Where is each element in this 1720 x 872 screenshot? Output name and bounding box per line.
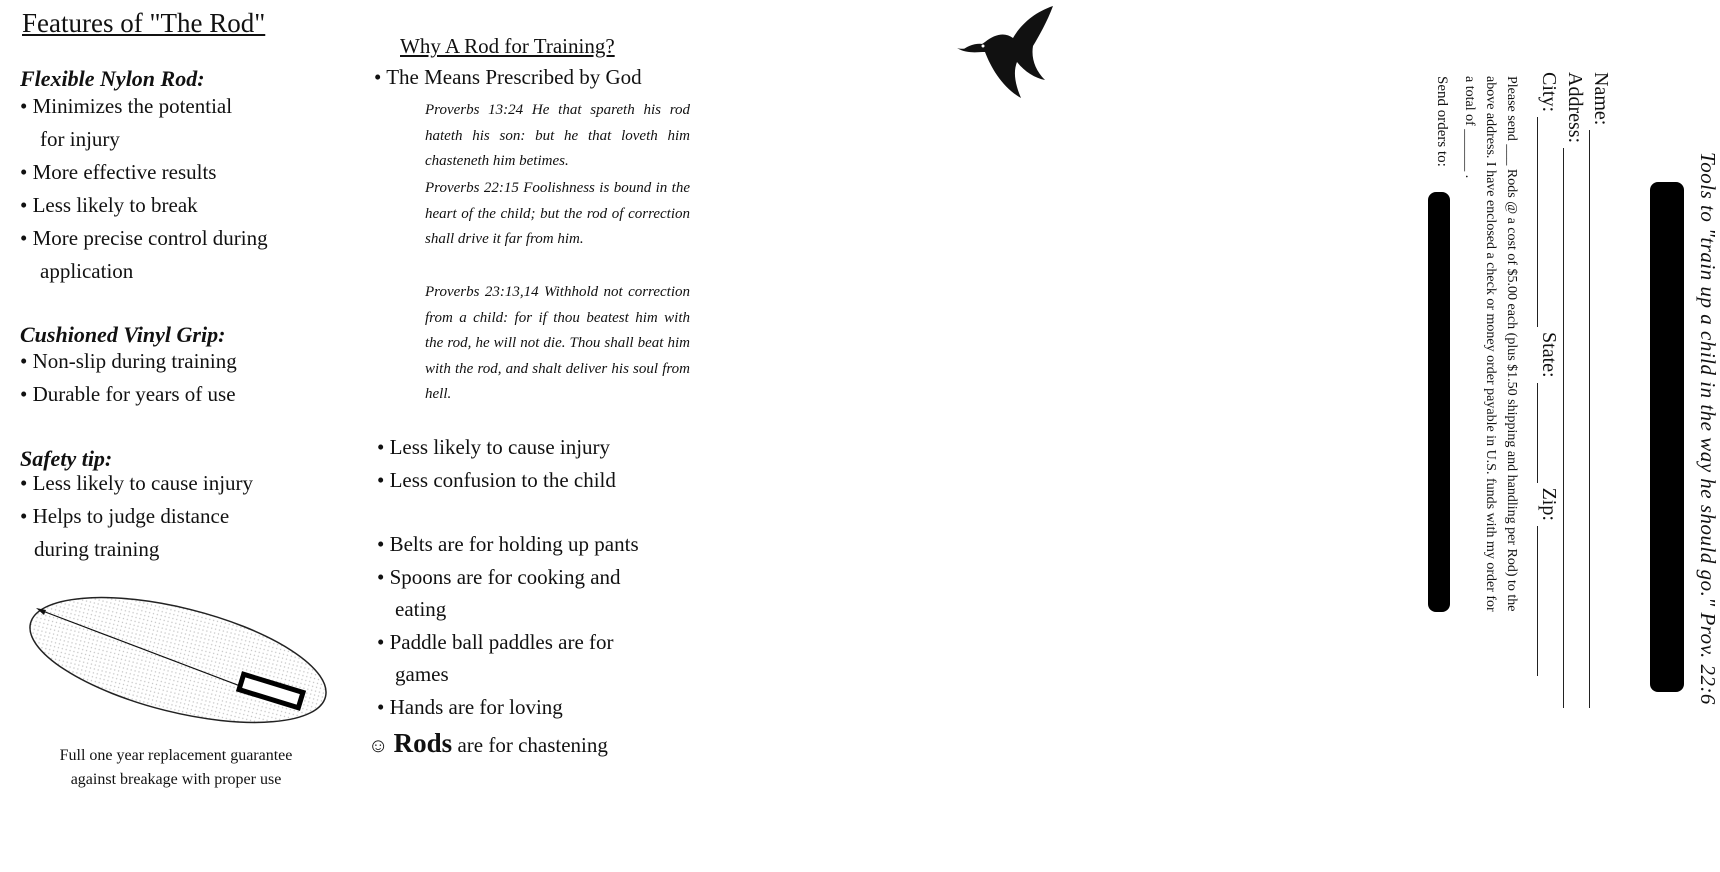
list-item: application (40, 259, 134, 283)
list-item: • Helps to judge distance (20, 504, 230, 528)
rod-illustration (18, 588, 338, 738)
zip-label: Zip: (1538, 487, 1560, 521)
feature-list-safety (20, 467, 253, 566)
list-item: • More precise control during (20, 226, 268, 250)
city-label: City: (1538, 72, 1560, 113)
eagle-icon (955, 2, 1055, 112)
address-field[interactable] (1563, 72, 1586, 708)
city-line[interactable] (1537, 117, 1558, 327)
verse-text: Proverbs 13:24 He that spareth his rod hateth his son: but he that loveth him chasteneth him betimes. (425, 102, 690, 169)
list-item: • Less likely to cause injury (377, 435, 611, 459)
guarantee-text (20, 744, 332, 792)
order-form-panel (1340, 72, 1720, 872)
state-line[interactable] (1537, 383, 1558, 483)
closing-text: are for chastening (452, 733, 608, 757)
city-state-zip-field[interactable] (1537, 72, 1560, 676)
verse-proverbs-22-15 (375, 176, 690, 253)
list-item: • Hands are for loving (377, 694, 563, 719)
redacted-address (1428, 192, 1450, 612)
guarantee-line: against breakage with proper use (70, 771, 282, 788)
list-item: for injury (40, 127, 120, 151)
list-item: • Less confusion to the child (377, 467, 616, 492)
smiley-icon: ☺ (368, 735, 389, 757)
reasons-list (377, 431, 616, 496)
verse-text: Proverbs 23:13,14 Withhold not correction from a child: for if thou beatest him with the rod, he will not die. Thou shall beat him with the rod, and shalt deliver his soul from hell. (425, 284, 690, 402)
redacted-heading (1650, 182, 1684, 692)
list-item: • Less likely to break (20, 193, 198, 217)
section-heading-safety: Safety tip: (20, 446, 113, 471)
feature-list-nylon (20, 90, 268, 288)
list-item: • Paddle ball paddles are for (377, 629, 614, 654)
list-item: during training (34, 537, 160, 561)
feature-list-grip (20, 345, 237, 411)
list-item: games (395, 662, 449, 686)
name-line[interactable] (1589, 130, 1610, 708)
guarantee-line: Full one year replacement guarantee (59, 747, 293, 764)
name-field[interactable] (1589, 72, 1612, 708)
means-bullet: • The Means Prescribed by God (374, 65, 642, 89)
verse-text: Proverbs 22:15 Foolishness is bound in the heart of the child; but the rod of correction shall drive it far from him. (425, 180, 690, 247)
address-label: Address: (1564, 72, 1586, 144)
order-instructions (1459, 76, 1522, 612)
order-line: above address. I have enclosed a check or money order payable in U.S. funds with my order for (1483, 76, 1498, 612)
section-heading-vinyl-grip: Cushioned Vinyl Grip: (20, 322, 226, 347)
list-item: • Durable for years of use (20, 382, 236, 406)
list-item: • Less likely to cause injury (20, 471, 254, 495)
verse-proverbs-23-13 (375, 280, 690, 408)
send-orders-label: Send orders to: (1434, 76, 1450, 167)
order-line: Please send ___ Rods @ a cost of $5.00 each (plus $1.50 shipping and handling per Rod) to the (1504, 76, 1519, 612)
list-item: • Minimizes the potential (20, 94, 233, 118)
order-line: a total of ______ . (1462, 76, 1477, 179)
list-item: • Belts are for holding up pants (377, 532, 639, 556)
panel-title: Features of "The Rod" (22, 8, 266, 38)
list-item: • Non-slip during training (20, 349, 237, 373)
verse-proverbs-13-24 (375, 98, 690, 175)
list-item: eating (395, 597, 447, 621)
list-item: • Spoons are for cooking and (377, 564, 621, 589)
zip-line[interactable] (1537, 526, 1558, 676)
section-heading-nylon-rod: Flexible Nylon Rod: (20, 66, 205, 91)
list-item: • More effective results (20, 160, 217, 184)
name-label: Name: (1590, 72, 1612, 126)
panel-title: Why A Rod for Training? (400, 34, 615, 58)
comparison-list (377, 528, 639, 723)
tagline: Tools to "train up a child in the way he should go." Prov. 22:6 (1696, 152, 1720, 705)
rods-emphasis: Rods (393, 728, 453, 758)
closing-line (368, 728, 608, 759)
address-line[interactable] (1563, 148, 1584, 708)
state-label: State: (1538, 332, 1560, 378)
